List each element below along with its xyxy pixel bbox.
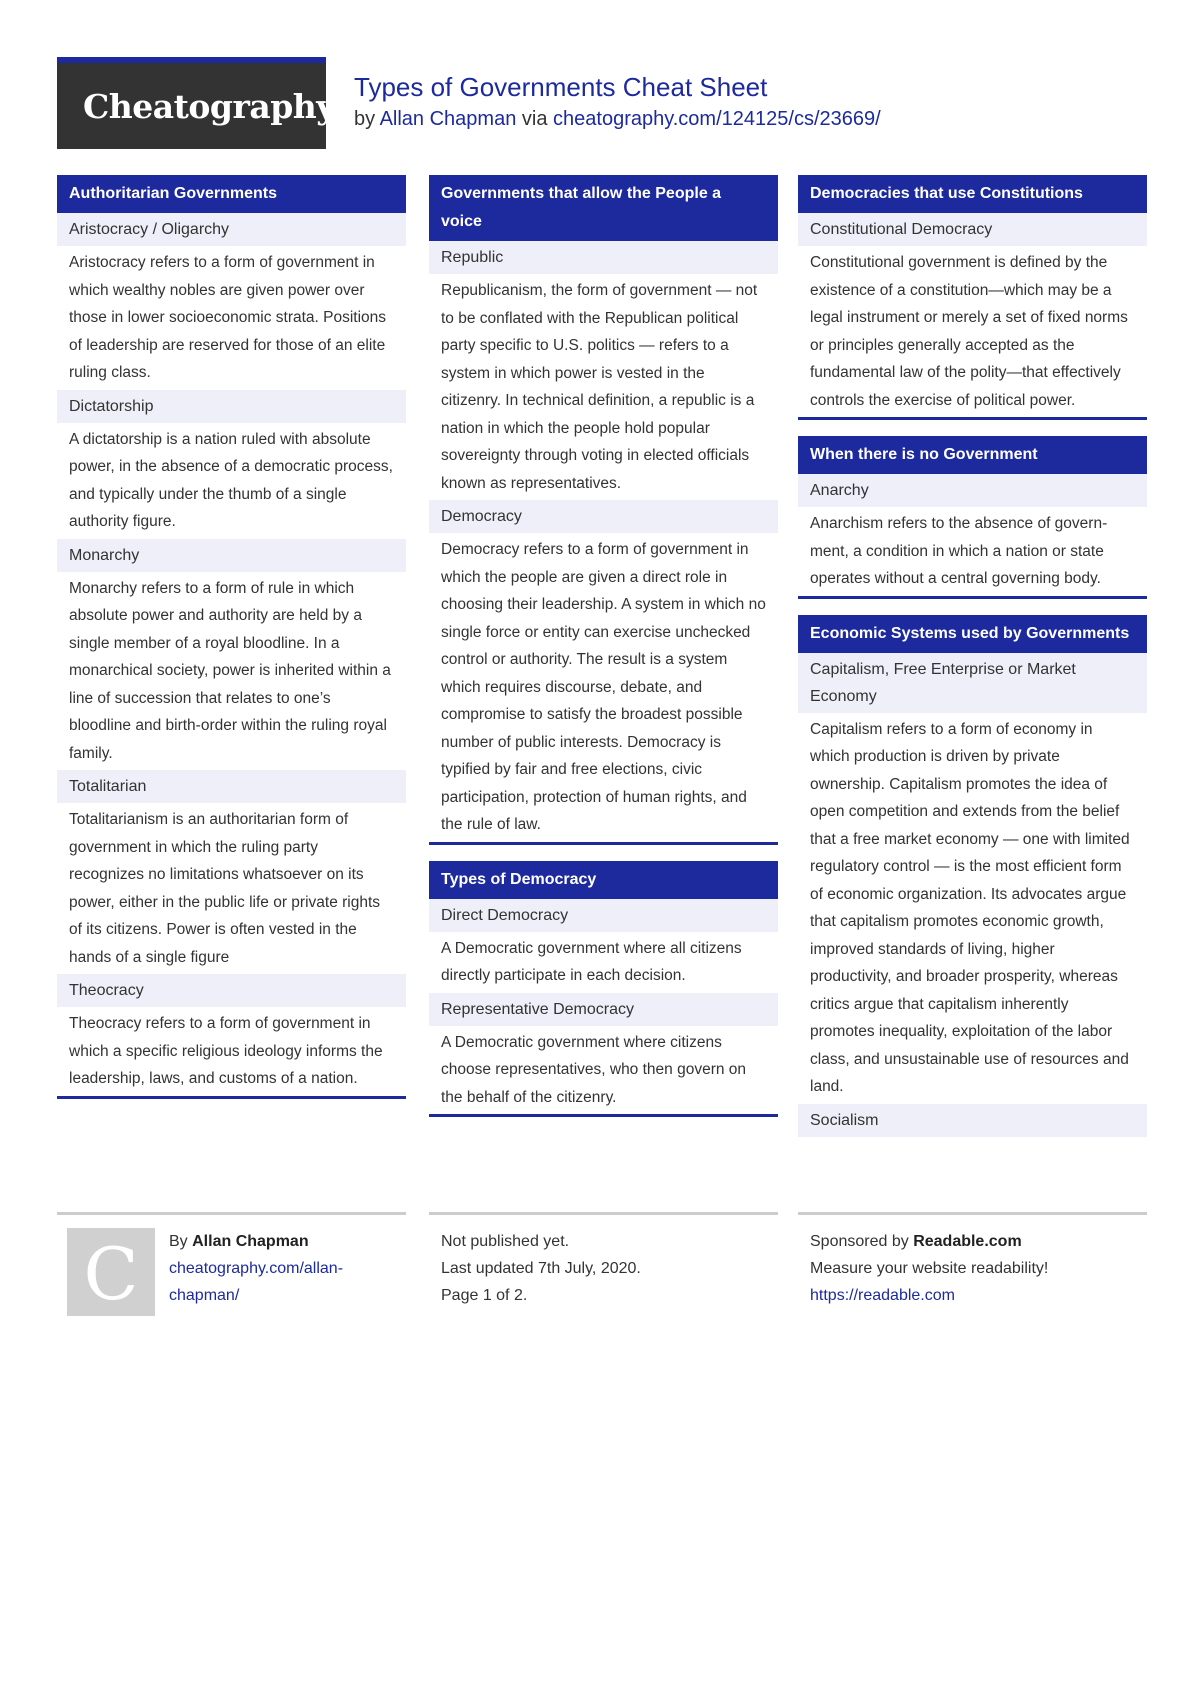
sheet-url-link[interactable]: cheatography.com/124125/cs/23669/	[553, 108, 881, 130]
section-constitutions	[798, 175, 1147, 420]
term-aristocracy: Aristocracy / Oligarchy	[57, 213, 406, 246]
column-2	[429, 175, 778, 1133]
footer-by-prefix: By	[169, 1233, 188, 1250]
desc-representative-democracy: A Democratic government where citizens choose representatives, who then govern on the behalf of the citizenry.	[441, 1033, 747, 1106]
desc-anarchy: Anarchism refers to the absence of government, a condition in which a nation or state operates without a central governing body.	[810, 515, 1108, 587]
published-status: Not published yet.	[441, 1233, 570, 1250]
section-title: When there is no Government	[798, 436, 1147, 474]
footer-author-name: Allan Chapman	[192, 1233, 309, 1250]
section-types-democracy	[429, 861, 778, 1118]
term-theocracy: Theocracy	[57, 974, 406, 1007]
section-authoritarian	[57, 175, 406, 1099]
term-anarchy: Anarchy	[798, 474, 1147, 507]
footer-sponsor-block	[810, 1228, 1048, 1309]
term-representative-democracy: Representative Democracy	[429, 993, 778, 1026]
page-number: Page 1 of 2.	[441, 1287, 528, 1304]
footer-divider	[429, 1212, 778, 1215]
via-text: via	[521, 108, 548, 130]
section-no-government	[798, 436, 1147, 599]
term-capitalism: Capitalism, Free Enterprise or Market Economy	[798, 653, 1147, 713]
desc-monarchy: Monarchy refers to a form of rule in which absolute power and authority are held by a single member of a royal bloodline. In a monarchical society, power is inherited within a line of succession that relates to one’s bloodline and birth-order within the ruling royal family.	[69, 579, 391, 762]
desc-capitalism: Capitalism refers to a form of economy in which production is driven by private ownership. Capitalism promotes the idea of open competition and extends from the belief that a free market economy — one with limited regulatory control — is the most efficient form of economic organization. Its advocates argue that capitalism promotes economic growth, improved standards of living, higher productivity, and broader prosperity, whereas critics argue that capitalism inherently promotes inequality, exploitation of the labor class, and unsustainable use of resources and land.	[810, 720, 1130, 1095]
sponsor-tagline: Measure your website readability!	[810, 1260, 1049, 1277]
term-socialism: Socialism	[798, 1104, 1147, 1137]
footer-publish-block	[441, 1228, 641, 1309]
sponsor-link[interactable]: https://readable.com	[810, 1287, 955, 1304]
section-title: Economic Systems used by Governments	[798, 615, 1147, 653]
term-dictatorship: Dictatorship	[57, 390, 406, 423]
footer-author-link-cont[interactable]: chapman/	[169, 1287, 240, 1304]
footer-author-link[interactable]: cheatography.com/allan-	[169, 1260, 344, 1277]
desc-constitutional-democracy: Constitutional government is defined by the existence of a constitution—which may be a legal instrument or merely a set of fixed norms or principles generally accepted as the fundamental law of the polity—that effectively controls the exercise of political power.	[810, 254, 1128, 409]
author-avatar[interactable]	[67, 1228, 155, 1316]
desc-direct-democracy: A Democratic government where all citizens directly participate in each decision.	[441, 939, 742, 984]
section-title: Governments that allow the People a voice	[429, 175, 778, 241]
byline	[354, 108, 881, 131]
term-totalitarian: Totalitarian	[57, 770, 406, 803]
last-updated: Last updated 7th July, 2020.	[441, 1260, 641, 1277]
footer-author-block	[169, 1228, 343, 1309]
desc-dictatorship: A dictatorship is a nation ruled with absolute power, in the absence of a democratic process, and typically under the thumb of a single authority figure.	[69, 430, 393, 530]
section-title: Democracies that use Constitutions	[798, 175, 1147, 213]
footer-divider	[57, 1212, 406, 1215]
desc-aristocracy: Aristocracy refers to a form of government in which wealthy nobles are given power over those in lower socioeconomic strata. Positions of leadership are reserved for those of an elite ruling class.	[69, 254, 387, 381]
sponsor-name: Readable.com	[913, 1233, 1022, 1250]
term-direct-democracy: Direct Democracy	[429, 899, 778, 932]
footer-author-line	[169, 1228, 343, 1255]
desc-theocracy: Theocracy refers to a form of government in which a specific religious ideology informs the leadership, laws, and customs of a nation.	[69, 1015, 383, 1087]
desc-totalitarian: Totalitarianism is an authoritarian form of government in which the ruling party recognizes no limitations whatsoever on its power, either in the public life or private rights of its citizens. Power is often vested in the hands of a single figure	[69, 811, 381, 966]
section-people-voice	[429, 175, 778, 845]
avatar-letter: C	[83, 1232, 139, 1316]
column-1	[57, 175, 406, 1115]
section-title: Authoritarian Governments	[57, 175, 406, 213]
section-economic	[798, 615, 1147, 1137]
term-constitutional-democracy: Constitutional Democracy	[798, 213, 1147, 246]
sponsor-prefix: Sponsored by	[810, 1233, 909, 1250]
desc-republic: Republicanism, the form of government — not to be conflated with the Republican political party specific to U.S. politics — refers to a system in which power is vested in the citizenry. In technical definition, a republic is a nation in which the people hold popular sovereignty through voting in elected officials known as representatives.	[441, 282, 758, 492]
logo-text: Cheatography	[83, 87, 335, 126]
term-monarchy: Monarchy	[57, 539, 406, 572]
cheatography-logo[interactable]	[57, 57, 335, 149]
section-title: Types of Democracy	[429, 861, 778, 899]
sponsor-line	[810, 1228, 1048, 1255]
by-prefix: by	[354, 108, 376, 130]
column-3	[798, 175, 1147, 1153]
desc-democracy: Democracy refers to a form of government in which the people are given a direct role in choosing their leadership. A system in which no single force or entity can exercise unchecked control or authority. The result is a system which requires discourse, debate, and compromise to satisfy the broadest possible number of public interests. Democracy is typified by fair and free elections, civic participation, protection of human rights, and the rule of law.	[441, 541, 766, 833]
term-republic: Republic	[429, 241, 778, 274]
author-link[interactable]: Allan Chapman	[379, 108, 517, 130]
term-democracy: Democracy	[429, 500, 778, 533]
footer-divider	[798, 1212, 1147, 1215]
page-title: Types of Governments Cheat Sheet	[354, 72, 768, 102]
